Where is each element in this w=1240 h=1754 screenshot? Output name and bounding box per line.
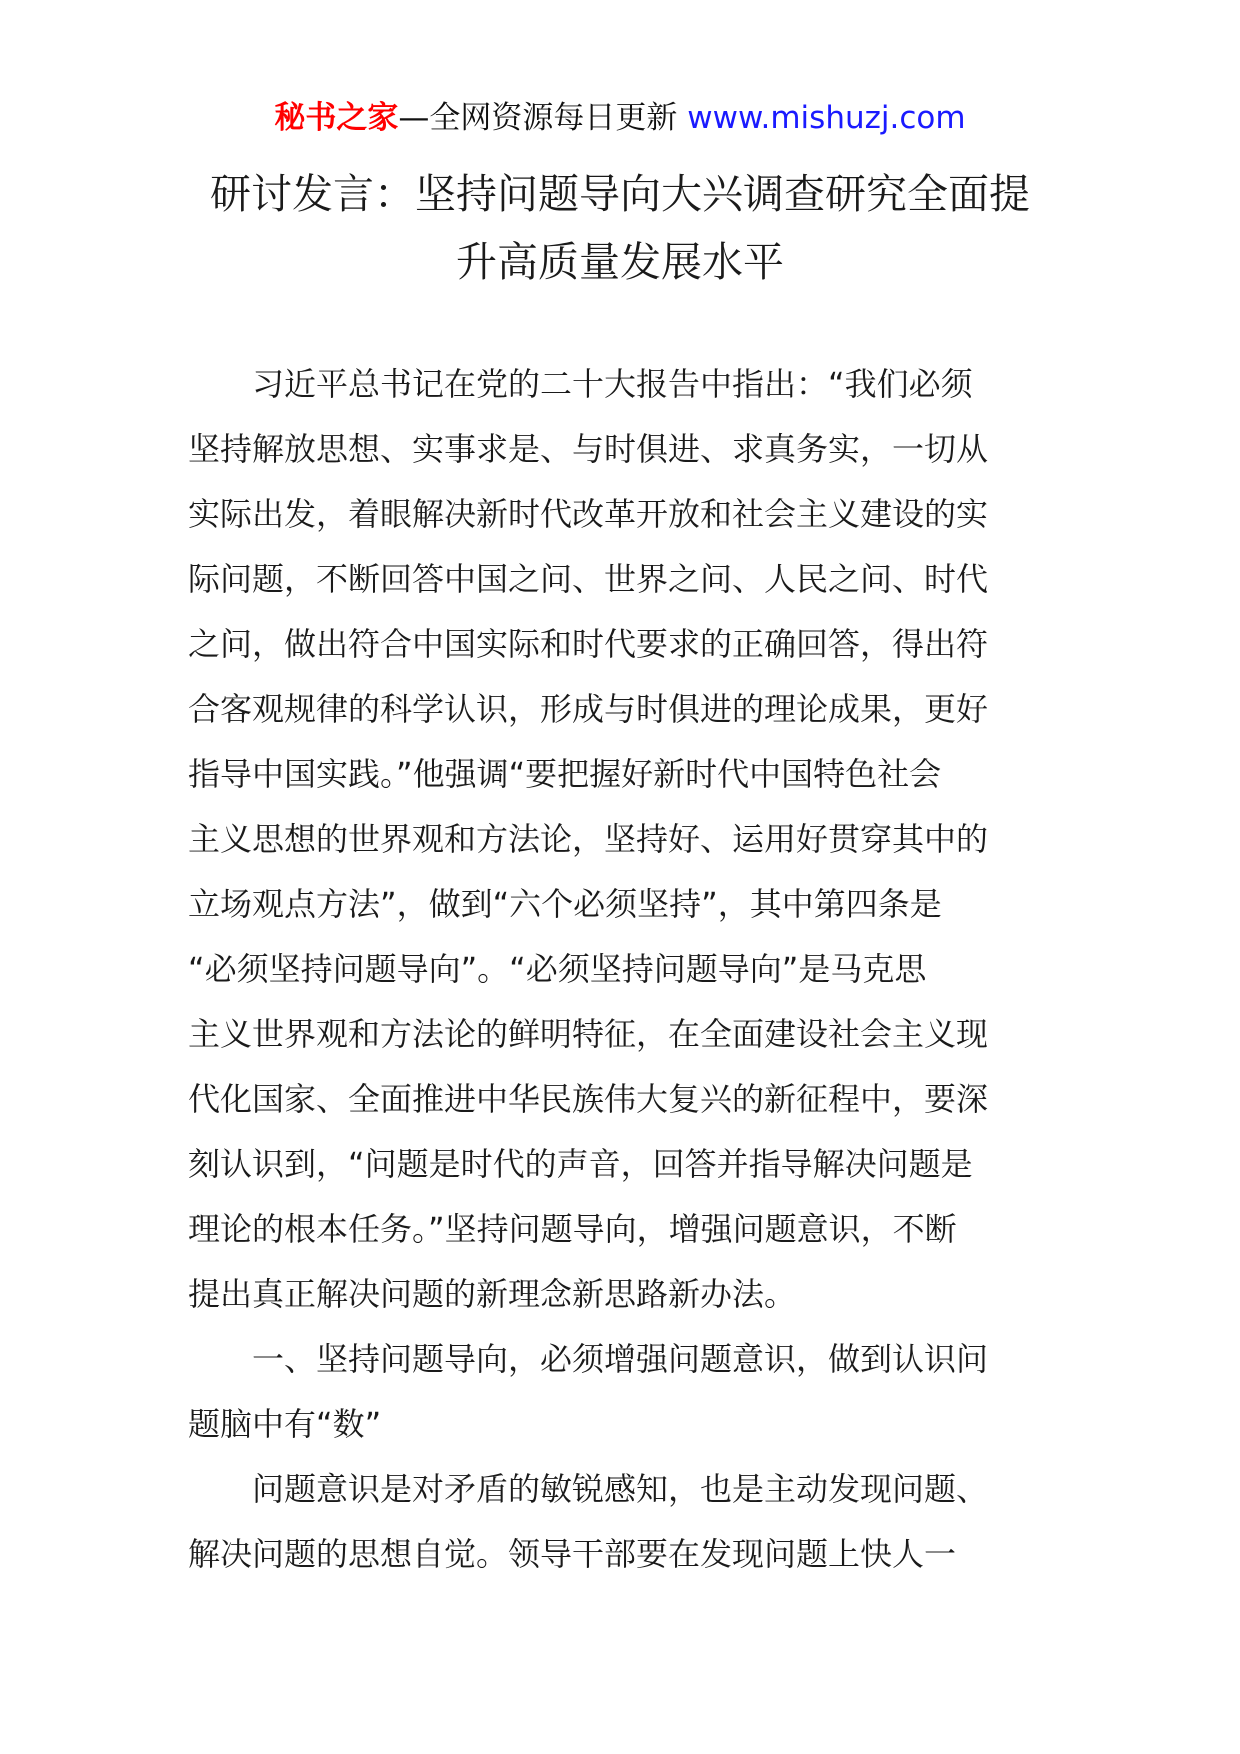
header-tagline: —全网资源每日更新 [398,100,688,136]
paragraph-line: 解决问题的思想自觉。领导干部要在发现问题上快人一 [188,1535,957,1573]
paragraph-line: 际问题，不断回答中国之问、世界之问、人民之问、时代 [188,560,989,598]
document-body [188,352,1060,1587]
paragraph-line: 实际出发，着眼解决新时代改革开放和社会主义建设的实 [188,495,989,533]
paragraph-line: 问题意识是对矛盾的敏锐感知，也是主动发现问题、 [252,1470,989,1508]
paragraph-line: 指导中国实践。”他强调“要把握好新时代中国特色社会 [188,755,942,793]
site-url-link[interactable]: www.mishuzj.com [687,100,966,136]
document-title [150,160,1090,296]
paragraph-line: 坚持解放思想、实事求是、与时俱进、求真务实，一切从 [188,430,989,468]
paragraph-line: “必须坚持问题导向”。“必须坚持问题导向”是马克思 [188,950,927,988]
paragraph-line: 合客观规律的科学认识，形成与时俱进的理论成果，更好 [188,690,989,728]
paragraph-line: 之问，做出符合中国实际和时代要求的正确回答，得出符 [188,625,989,663]
paragraph-line: 理论的根本任务。”坚持问题导向，增强问题意识，不断 [188,1210,957,1248]
brand-name: 秘书之家 [274,100,399,136]
paragraph-line: 主义思想的世界观和方法论，坚持好、运用好贯穿其中的 [188,820,989,858]
site-header [0,96,1240,140]
section-heading-line: 题脑中有“数” [188,1405,382,1443]
paragraph-line: 习近平总书记在党的二十大报告中指出：“我们必须 [252,365,973,403]
title-line-1: 研讨发言：坚持问题导向大兴调查研究全面提 [210,170,1030,218]
title-line-2: 升高质量发展水平 [456,238,784,286]
paragraph-line: 立场观点方法”，做到“六个必须坚持”，其中第四条是 [188,885,942,923]
paragraph-line: 代化国家、全面推进中华民族伟大复兴的新征程中，要深 [188,1080,989,1118]
paragraph-line: 主义世界观和方法论的鲜明特征，在全面建设社会主义现 [188,1015,989,1053]
section-heading-line: 一、坚持问题导向，必须增强问题意识，做到认识问 [252,1340,989,1378]
paragraph-line: 提出真正解决问题的新理念新思路新办法。 [188,1275,797,1313]
paragraph-line: 刻认识到，“问题是时代的声音，回答并指导解决问题是 [188,1145,973,1183]
